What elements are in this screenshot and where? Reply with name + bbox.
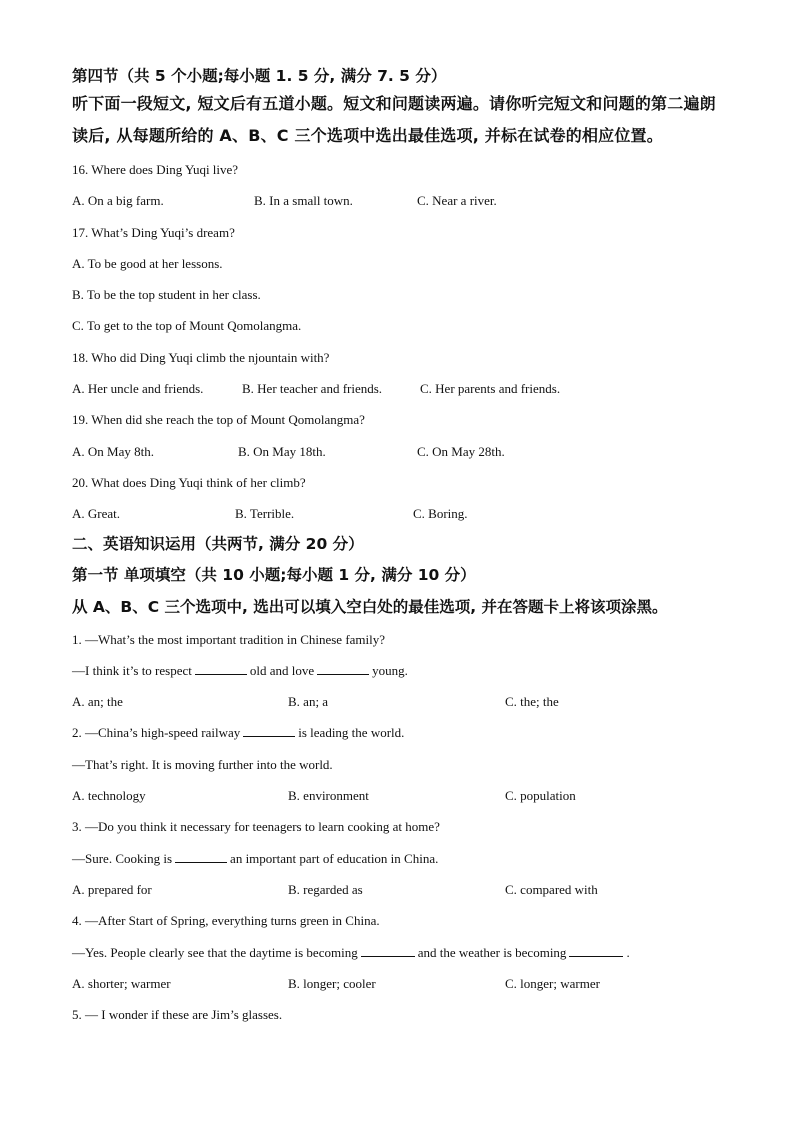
section4-title: 第四节（共 5 个小题;每小题 1. 5 分, 满分 7. 5 分） (72, 66, 447, 85)
q3-options (72, 874, 732, 905)
q1-response-text-2: old and love (249, 662, 315, 678)
option-a: A. prepared for (72, 881, 152, 897)
option-b: B. On May 18th. (238, 443, 326, 459)
q3-response (72, 843, 732, 874)
option-a: A. On a big farm. (72, 193, 164, 209)
q1-response-text-3: young. (372, 662, 408, 678)
q1-response (72, 655, 732, 686)
answer-blank (243, 724, 295, 737)
q4-options (72, 968, 732, 999)
part2-title: 二、英语知识运用（共两节, 满分 20 分） (72, 535, 364, 554)
option-a: A. On May 8th. (72, 443, 154, 459)
part2-section1-title-row (72, 560, 732, 592)
question-17-option-a: A. To be good at her lessons. (72, 255, 223, 271)
option-b: B. an; a (288, 694, 329, 710)
q4-response (72, 937, 732, 968)
q1-response-text-1: —I think it’s to respect (72, 662, 192, 678)
q3-response-text-1: —Sure. Cooking is (72, 850, 173, 866)
option-c: C. On May 28th. (417, 443, 505, 459)
q4-response-text-3: . (626, 944, 630, 960)
question-18-options (72, 373, 732, 404)
answer-blank (195, 662, 247, 675)
q2-options (72, 780, 732, 811)
question-17-option-b: B. To be the top student in her class. (72, 287, 261, 303)
option-b: B. Terrible. (235, 506, 295, 522)
q2-stem-text-1: 2. —China’s high-speed railway (72, 725, 241, 741)
option-c: C. population (505, 788, 576, 804)
section4-instruction: 听下面一段短文, 短文后有五道小题。短文和问题读两遍。请你听完短文和问题的第二遍朗读后, 从每题所给的 A、B、C 三个选项中选出最佳选项, 并标在试卷的相应位置。 (72, 94, 716, 145)
question-19-stem: 19. When did she reach the top of Mount Qomolangma? (72, 412, 365, 428)
option-a: A. technology (72, 788, 146, 804)
q2-stem-text-2: is leading the world. (298, 725, 405, 741)
option-c: C. Boring. (413, 506, 468, 522)
option-c: C. compared with (505, 881, 598, 897)
q5-stem: 5. — I wonder if these are Jim’s glasses. (72, 1007, 283, 1023)
q3-response-text-2: an important part of education in China. (230, 850, 439, 866)
option-b: B. longer; cooler (288, 975, 376, 991)
exam-page (72, 64, 732, 1030)
option-a: A. an; the (72, 694, 123, 710)
q1-stem: 1. —What’s the most important tradition in Chinese family? (72, 631, 386, 647)
option-b: B. regarded as (288, 881, 363, 897)
answer-blank (361, 944, 415, 957)
answer-blank (317, 662, 369, 675)
part2-section1-title: 第一节 单项填空（共 10 小题;每小题 1 分, 满分 10 分） (72, 566, 476, 585)
part2-title-row (72, 530, 732, 560)
question-20-stem: 20. What does Ding Yuqi think of her climb? (72, 474, 306, 490)
question-19-options (72, 436, 732, 467)
question-17-option-c: C. To get to the top of Mount Qomolangma. (72, 318, 302, 334)
question-16-stem: 16. Where does Ding Yuqi live? (72, 162, 239, 177)
question-18-stem: 18. Who did Ding Yuqi climb the njountain with? (72, 349, 330, 365)
q2-response: —That’s right. It is moving further into the world. (72, 756, 333, 772)
option-a: A. Her uncle and friends. (72, 381, 204, 397)
q2-stem (72, 717, 732, 748)
part2-instruction: 从 A、B、C 三个选项中, 选出可以填入空白处的最佳选项, 并在答题卡上将该项涂黑。 (72, 598, 668, 617)
question-17-stem: 17. What’s Ding Yuqi’s dream? (72, 224, 235, 240)
q1-options (72, 686, 732, 717)
option-c: C. the; the (505, 694, 559, 710)
option-b: B. Her teacher and friends. (242, 381, 383, 397)
part2-instruction-row (72, 592, 732, 624)
option-c: C. longer; warmer (505, 975, 600, 991)
option-b: B. In a small town. (254, 193, 353, 209)
answer-blank (175, 850, 227, 863)
option-c: C. Her parents and friends. (420, 381, 561, 397)
option-a: A. Great. (72, 506, 121, 522)
q3-stem: 3. —Do you think it necessary for teenagers to learn cooking at home? (72, 819, 440, 835)
option-c: C. Near a river. (417, 193, 497, 209)
q4-response-text-1: —Yes. People clearly see that the daytime is becoming (72, 944, 358, 960)
option-b: B. environment (288, 788, 369, 804)
section4-title-row (72, 64, 732, 88)
answer-blank (569, 944, 623, 957)
option-a: A. shorter; warmer (72, 975, 171, 991)
q4-response-text-2: and the weather is becoming (417, 944, 567, 960)
question-20-options (72, 498, 732, 529)
question-16-options (72, 185, 732, 216)
q4-stem: 4. —After Start of Spring, everything turns green in China. (72, 913, 380, 929)
